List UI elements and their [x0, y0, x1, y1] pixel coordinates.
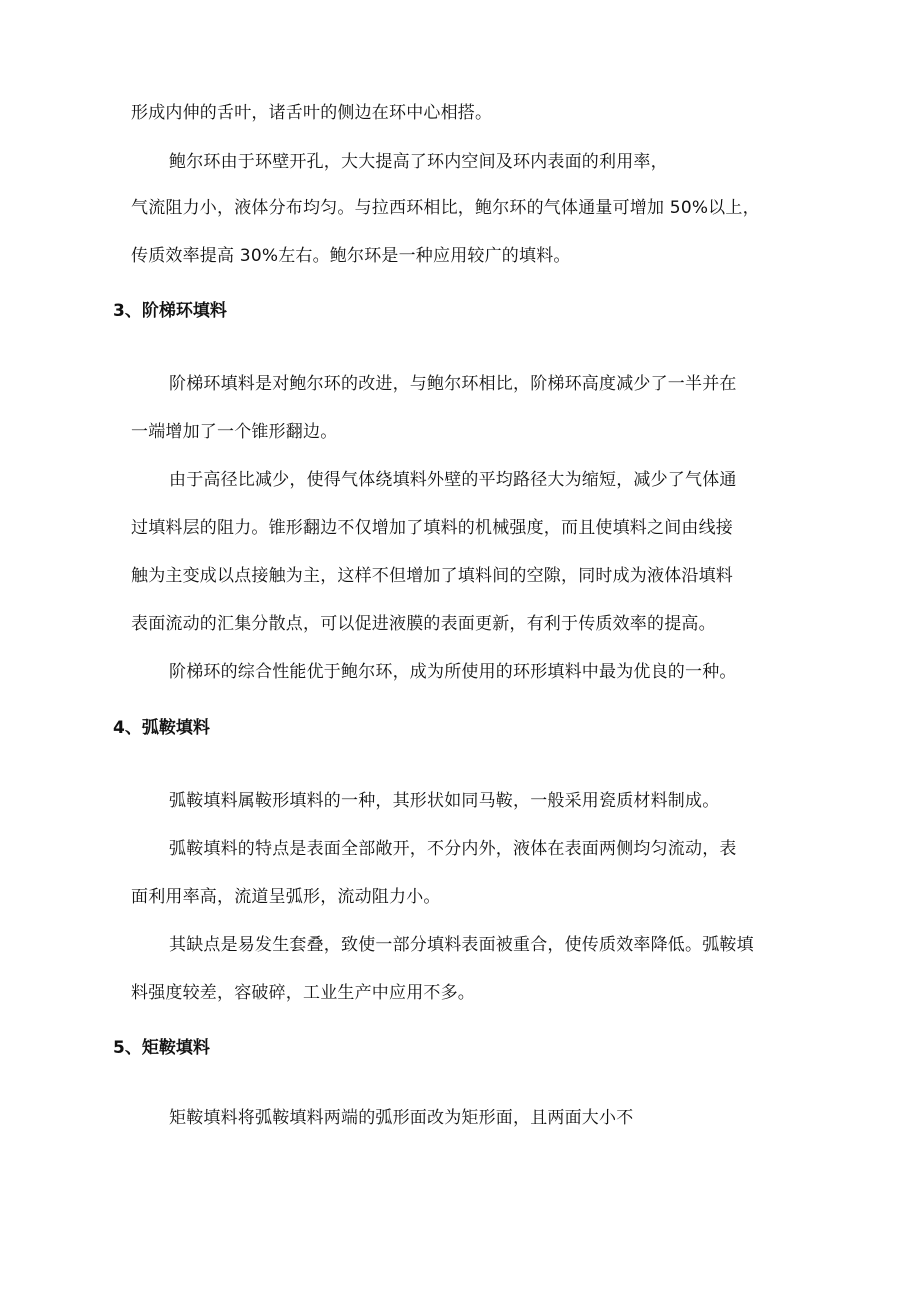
paragraph-line: 其缺点是易发生套叠，致使一部分填料表面被重合，使传质效率降低。弧鞍填 [169, 935, 754, 955]
section-heading-4: 4、弧鞍填料 [113, 718, 210, 738]
section-heading-5: 5、矩鞍填料 [113, 1038, 210, 1058]
paragraph-line: 传质效率提高 30%左右。鲍尔环是一种应用较广的填料。 [131, 246, 571, 266]
paragraph-line: 触为主变成以点接触为主，这样不但增加了填料间的空隙，同时成为液体沿填料 [131, 566, 733, 586]
paragraph-line: 一端增加了一个锥形翻边。 [131, 422, 338, 442]
paragraph-line: 形成内伸的舌叶，诸舌叶的侧边在环中心相搭。 [131, 103, 493, 123]
paragraph-line: 面利用率高，流道呈弧形，流动阻力小。 [131, 887, 441, 907]
paragraph-line: 由于高径比减少，使得气体绕填料外壁的平均路径大为缩短，减少了气体通 [169, 470, 737, 490]
paragraph-line: 料强度较差，容破碎，工业生产中应用不多。 [131, 983, 475, 1003]
paragraph-line: 弧鞍填料的特点是表面全部敞开，不分内外，液体在表面两侧均匀流动，表 [169, 839, 737, 859]
paragraph-line: 弧鞍填料属鞍形填料的一种，其形状如同马鞍，一般采用瓷质材料制成。 [169, 791, 720, 811]
paragraph-line: 鲍尔环由于环壁开孔，大大提高了环内空间及环内表面的利用率， [169, 152, 668, 172]
section-heading-3: 3、阶梯环填料 [113, 301, 227, 321]
paragraph-line: 气流阻力小，液体分布均匀。与拉西环相比，鲍尔环的气体通量可增加 50%以上， [131, 198, 760, 218]
paragraph-line: 阶梯环填料是对鲍尔环的改进，与鲍尔环相比，阶梯环高度减少了一半并在 [169, 374, 737, 394]
paragraph-line: 阶梯环的综合性能优于鲍尔环，成为所使用的环形填料中最为优良的一种。 [169, 662, 737, 682]
paragraph-line: 矩鞍填料将弧鞍填料两端的弧形面改为矩形面，且两面大小不 [169, 1108, 634, 1128]
paragraph-line: 过填料层的阻力。锥形翻边不仅增加了填料的机械强度，而且使填料之间由线接 [131, 518, 733, 538]
paragraph-line: 表面流动的汇集分散点，可以促进液膜的表面更新，有利于传质效率的提高。 [131, 614, 716, 634]
